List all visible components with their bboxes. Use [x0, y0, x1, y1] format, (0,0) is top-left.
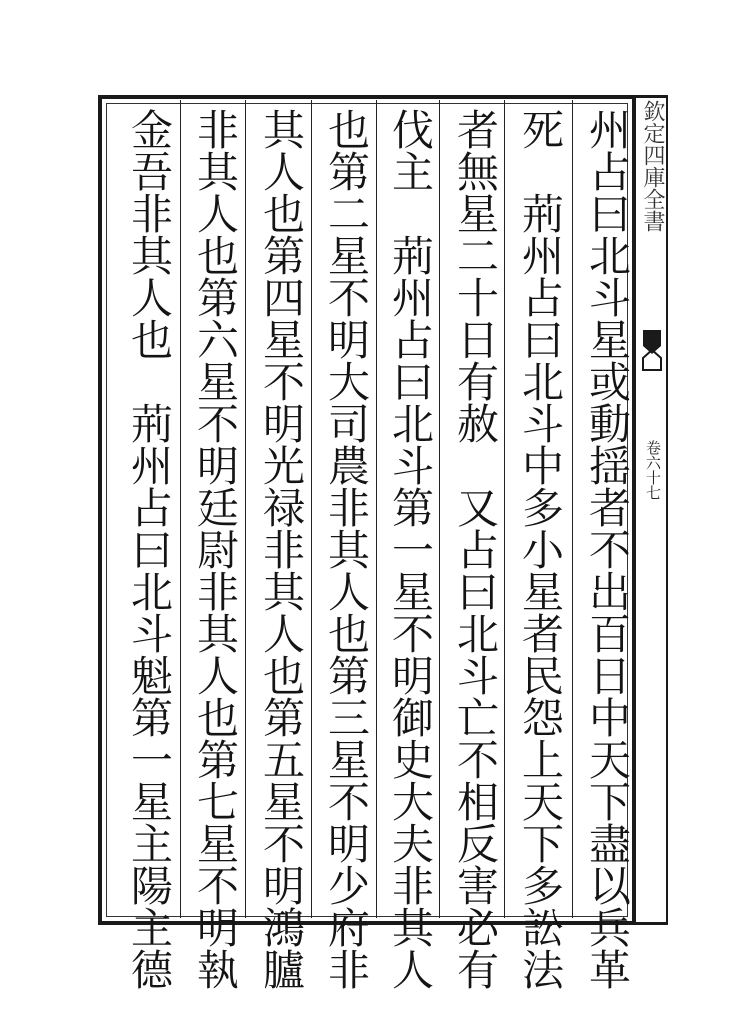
- column-rule: [245, 100, 246, 918]
- column-rule: [504, 100, 505, 918]
- text-column: 其人也第四星不明光禄非其人也第五星不明鴻臚: [257, 108, 306, 990]
- text-column: 非其人也第六星不明廷尉非其人也第七星不明執: [191, 108, 240, 990]
- column-rule: [439, 100, 440, 918]
- book-title: 欽定四庫全書: [640, 100, 665, 232]
- text-column: 州占曰北斗星或動揺者不出百日中天下盡以兵革: [583, 108, 632, 990]
- column-rule: [376, 100, 377, 918]
- fish-tail-mark-icon: [641, 328, 663, 372]
- column-rule: [180, 100, 181, 918]
- text-column: 死 荊州占曰北斗中多小星者民怨上天下多訟法: [516, 108, 565, 990]
- text-column: 伐主 荊州占曰北斗第一星不明御史大夫非其人: [386, 108, 435, 990]
- text-column: 金吾非其人也 荊州占曰北斗魁第一星主陽主德: [125, 108, 174, 990]
- text-column: 也第二星不明大司農非其人也第三星不明少府非: [322, 108, 371, 990]
- volume-label: 卷六十七: [644, 440, 662, 500]
- column-rule: [311, 100, 312, 918]
- column-rule: [572, 100, 573, 918]
- text-column: 者無星二十日有赦 又占曰北斗亡不相反害必有: [451, 108, 500, 990]
